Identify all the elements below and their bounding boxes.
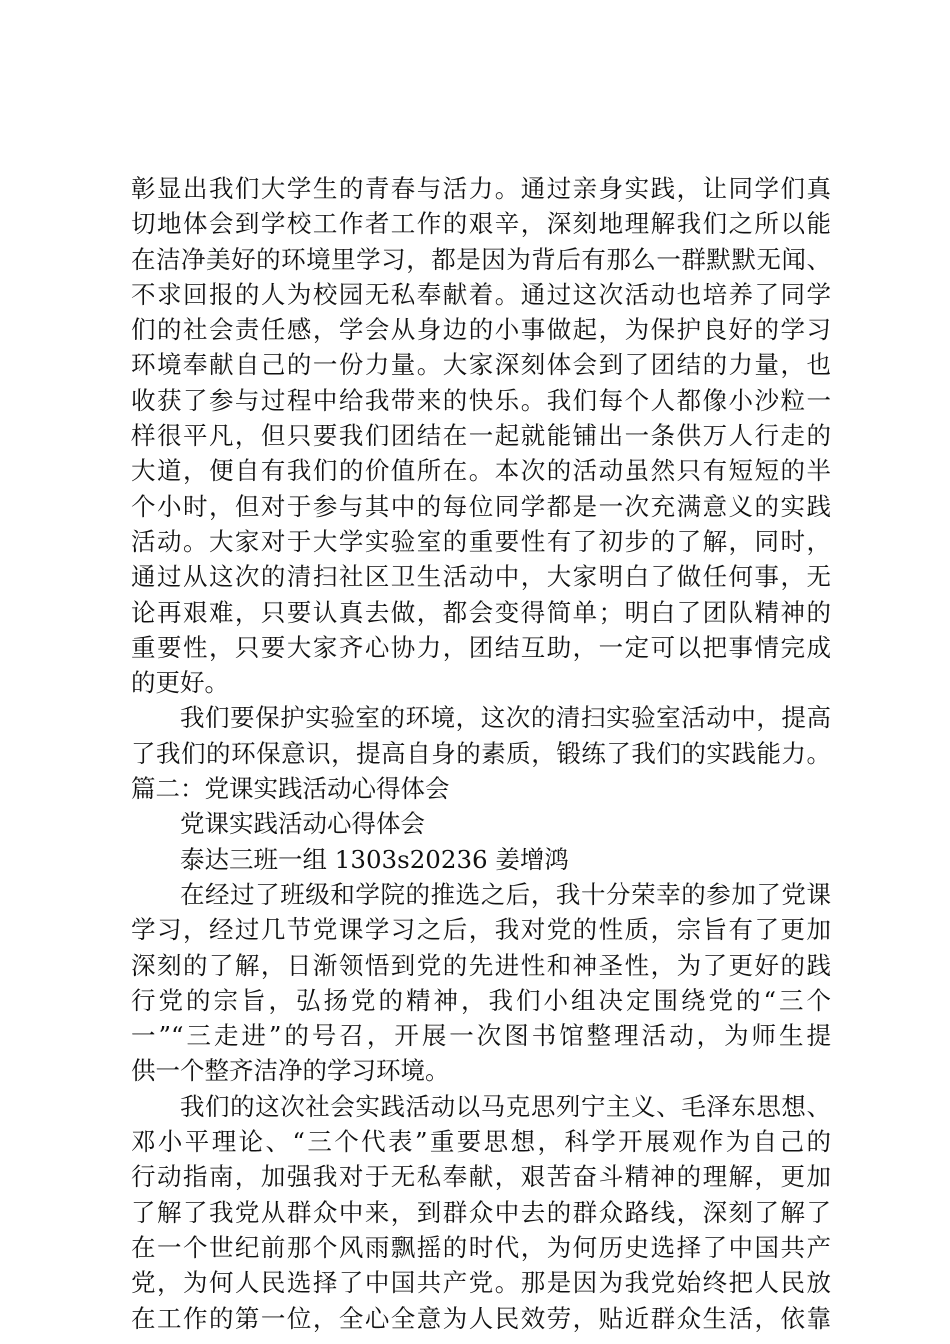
text-line: 环境奉献自己的一份力量。大家深刻体会到了团结的力量，也 [131,350,831,380]
text-line: 彰显出我们大学生的青春与活力。通过亲身实践，让同学们真 [131,174,831,203]
text-line: 个小时，但对于参与其中的每位同学都是一次充满意义的实践 [131,491,831,521]
text-line: 不求回报的人为校园无私奉献着。通过这次活动也培养了同学 [131,279,831,309]
text-line: 行党的宗旨，弘扬党的精神，我们小组决定围绕党的“三个 [131,985,831,1015]
text-line: 行动指南，加强我对于无私奉献，艰苦奋斗精神的理解，更加 [131,1162,831,1192]
text-line: 收获了参与过程中给我带来的快乐。我们每个人都像小沙粒一 [131,385,831,415]
text-line: 们的社会责任感，学会从身边的小事做起，为保护良好的学习 [131,315,831,345]
text-line: 在经过了班级和学院的推选之后，我十分荣幸的参加了党课 [180,879,831,909]
text-line: 党，为何人民选择了中国共产党。那是因为我党始终把人民放 [131,1268,831,1298]
text-line: 了解了我党从群众中来，到群众中去的群众路线，深刻了解了 [131,1197,831,1227]
text-line: 供一个整齐洁净的学习环境。 [131,1056,450,1086]
text-line: 泰达三班一组 1303s20236 姜增鸿 [180,844,569,874]
text-line: 在一个世纪前那个风雨飘摇的时代，为何历史选择了中国共产 [131,1232,831,1262]
text-line: 的更好。 [131,668,229,698]
text-line: 党课实践活动心得体会 [180,809,425,839]
text-line: 在工作的第一位，全心全意为人民效劳，贴近群众生活，依靠 [131,1303,831,1333]
text-line: 在洁净美好的环境里学习，都是因为背后有那么一群默默无闻、 [131,244,831,274]
text-line: 一”“三走进”的号召，开展一次图书馆整理活动，为师生提 [131,1021,831,1051]
text-line: 篇二：党课实践活动心得体会 [131,774,450,804]
text-line: 大道，便自有我们的价值所在。本次的活动虽然只有短短的半 [131,456,831,486]
text-line: 通过从这次的清扫社区卫生活动中，大家明白了做任何事，无 [131,562,831,592]
text-line: 样很平凡，但只要我们团结在一起就能铺出一条供万人行走的 [131,421,831,451]
text-line: 我们要保护实验室的环境，这次的清扫实验室活动中，提高 [180,703,831,733]
text-line: 论再艰难，只要认真去做，都会变得简单；明白了团队精神的 [131,597,831,627]
text-line: 学习，经过几节党课学习之后，我对党的性质，宗旨有了更加 [131,915,831,945]
text-line: 我们的这次社会实践活动以马克思列宁主义、毛泽东思想、 [180,1091,831,1121]
text-line: 切地体会到学校工作者工作的艰辛，深刻地理解我们之所以能 [131,209,831,239]
text-line: 活动。大家对于大学实验室的重要性有了初步的了解，同时， [131,526,831,556]
text-line: 邓小平理论、“三个代表”重要思想，科学开展观作为自己的 [131,1127,831,1157]
text-line: 深刻的了解，日渐领悟到党的先进性和神圣性，为了更好的践 [131,950,831,980]
text-line: 了我们的环保意识，提高自身的素质，锻练了我们的实践能力。 [131,738,831,768]
text-line: 重要性，只要大家齐心协力，团结互助，一定可以把事情完成 [131,632,831,662]
document-body [131,171,831,1336]
